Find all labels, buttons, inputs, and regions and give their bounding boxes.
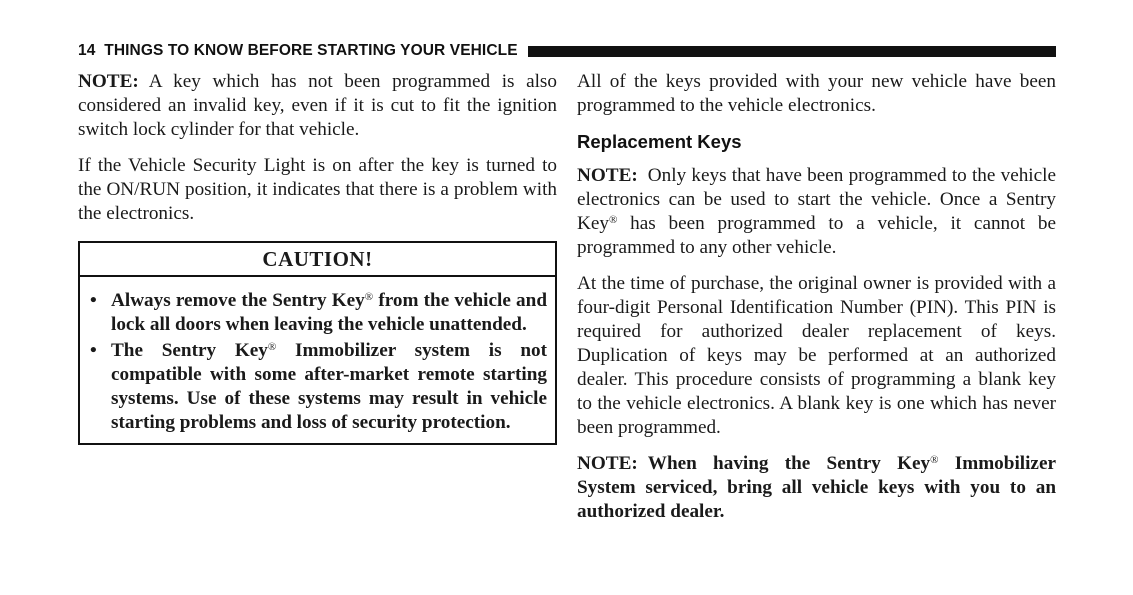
registered-mark: ® xyxy=(608,214,618,226)
note-programmed-keys xyxy=(577,164,1056,260)
note-text: A key which has not been programmed is also considered an invalid key, even if it is cut to fit the ignition switch lock cylinder for that vehicle. xyxy=(78,71,557,140)
security-light-paragraph: If the Vehicle Security Light is on after the key is turned to the ON/RUN position, it indicates that there is a problem with the electronics. xyxy=(78,155,557,224)
caution-item-text: from the vehicle and lock all doors when leaving the vehicle unattended. xyxy=(111,290,547,335)
header-rule xyxy=(528,46,1056,57)
note-text: Only keys that have been programmed to the vehicle electronics can be used to start the vehicle. Once a Sentry Key xyxy=(577,165,1056,234)
caution-item-text: Immobilizer system is not compatible with some after-market remote starting systems. Use of these systems may result in vehicle starting problems and loss of security protection. xyxy=(111,340,547,433)
page-number: 14 xyxy=(78,42,96,59)
note-immobilizer-service xyxy=(577,452,1056,524)
caution-item-compatibility xyxy=(111,339,547,435)
registered-mark: ® xyxy=(930,454,939,466)
note-label: NOTE: xyxy=(577,453,638,474)
caution-item-remove-key xyxy=(111,289,547,337)
note-text: When having the Sentry Key xyxy=(647,453,931,474)
registered-mark: ® xyxy=(364,291,374,303)
note-label: NOTE: xyxy=(78,71,139,92)
note-label: NOTE: xyxy=(577,165,638,186)
header-title: THINGS TO KNOW BEFORE STARTING YOUR VEHICLE xyxy=(104,42,518,59)
header-text xyxy=(78,42,518,60)
caution-item-text: The Sentry Key xyxy=(111,340,268,361)
section-heading: Replacement Keys xyxy=(577,131,742,152)
running-header xyxy=(78,41,1056,61)
caution-list xyxy=(80,277,555,443)
pin-paragraph: At the time of purchase, the original owner is provided with a four-digit Personal Identification Number (PIN). This PIN is required for authorized dealer replacement of keys. Duplication of keys may be performed at an authorized dealer. This procedure consists of programming a blank key to the vehicle electronics. A blank key is one which has never been programmed. xyxy=(577,273,1056,438)
caution-title: CAUTION! xyxy=(80,243,555,277)
left-column xyxy=(78,70,557,445)
note-text: has been programmed to a vehicle, it cannot be programmed to any other vehicle. xyxy=(577,213,1056,258)
note-text: Immobilizer System serviced, bring all vehicle keys with you to an authorized dealer. xyxy=(577,453,1056,522)
right-column xyxy=(577,70,1056,536)
note-invalid-key xyxy=(78,70,557,142)
registered-mark: ® xyxy=(267,341,277,353)
caution-item-text: Always remove the Sentry Key xyxy=(111,290,365,311)
caution-box xyxy=(78,241,557,445)
keys-programmed-paragraph: All of the keys provided with your new vehicle have been programmed to the vehicle electronics. xyxy=(577,71,1056,116)
